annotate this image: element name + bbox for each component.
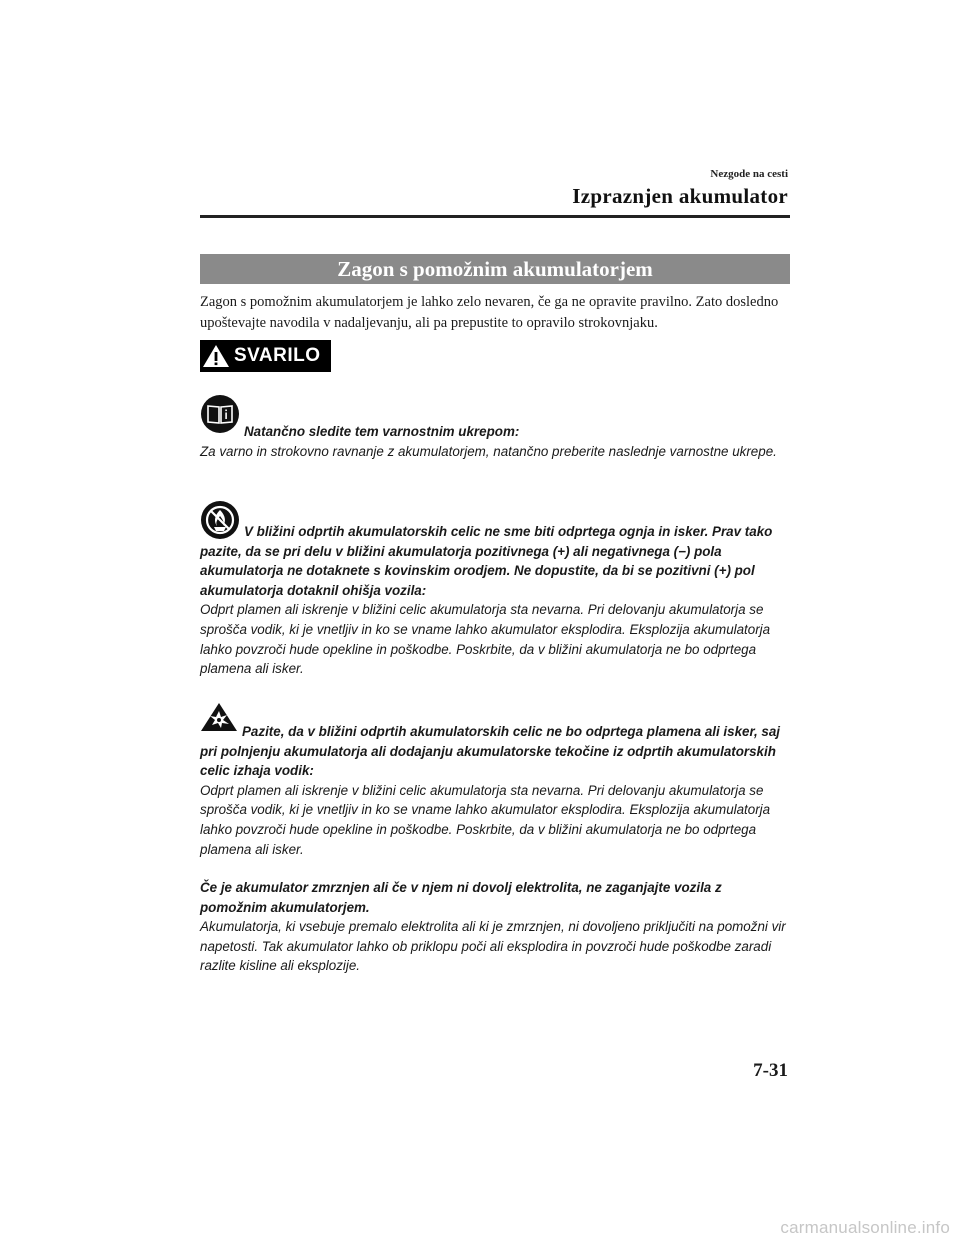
item-lead: Če je akumulator zmrznjen ali če v njem ni dovolj elektrolita, ne zaganjajte vozila z pomožnim akumulatorjem. <box>200 880 722 915</box>
item-lead: V bližini odprtih akumulatorskih celic ne sme biti odprtega ognja in isker. Prav tako pazite, da se pri delu v bližini akumulatorja pozitivnega (+) ali negativnega (−) pola akumulatorja ne dotaknete s kovinskim orodjem. Ne dopustite, da bi se pozitivni (+) pol akumulatorja dotaknil ohišja vozila: <box>200 524 773 598</box>
item-body: Odprt plamen ali iskrenje v bližini celic akumulatorja sta nevarna. Pri delovanju akumulatorja se sprošča vodik, ki je vnetljiv in ko se vname lahko akumulator eksplodira. Eksplozija akumulatorja lahko povzroči hude opekline in poškodbe. Poskrbite, da v bližini akumulatorja ne bo odprtega plamena ali isker. <box>200 782 771 857</box>
header-divider <box>200 215 790 218</box>
item-lead: Natančno sledite tem varnostnim ukrepom: <box>244 424 520 439</box>
safety-item-manual <box>200 392 792 461</box>
manual-book-icon <box>200 394 240 434</box>
chapter-label: Nezgode na cesti <box>710 168 788 180</box>
warning-badge <box>200 340 331 372</box>
item-body: Za varno in strokovno ravnanje z akumulatorjem, natančno preberite naslednje varnostne ukrepe. <box>200 443 777 459</box>
safety-item-no-flame <box>200 500 792 679</box>
safety-item-frozen-battery <box>200 878 792 976</box>
item-lead: Pazite, da v bližini odprtih akumulatorskih celic ne bo odprtega plamena ali isker, saj pri polnjenju akumulatorja ali dodajanju akumulatorske tekočine iz odprtih akumulatorskih celic izhaja vodik: <box>200 724 781 779</box>
no-open-flame-icon <box>200 500 240 540</box>
explosion-hazard-icon <box>200 702 238 732</box>
warning-label: SVARILO <box>234 345 321 366</box>
item-body: Odprt plamen ali iskrenje v bližini celic akumulatorja sta nevarna. Pri delovanju akumulatorja se sprošča vodik, ki je vnetljiv in ko se vname lahko akumulator eksplodira. Eksplozija akumulatorja lahko povzroči hude opekline in poškodbe. Poskrbite, da v bližini akumulatorja ne bo odprtega plamena ali isker. <box>200 602 771 677</box>
item-body: Akumulatorja, ki vsebuje premalo elektrolita ali ki je zmrznjen, ni dovoljeno priključiti na pomožni vir napetosti. Tak akumulator lahko ob priklopu poči ali eksplodira in povzroči hude poškodbe zaradi razlite kisline ali eksplozije. <box>200 919 786 974</box>
page-title: Izpraznjen akumulator <box>572 184 788 208</box>
watermark: carmanualsonline.info <box>780 1218 950 1237</box>
safety-item-explosion <box>200 702 792 859</box>
page-number: 7-31 <box>753 1060 788 1081</box>
warning-triangle-icon <box>202 343 230 369</box>
section-intro: Zagon s pomožnim akumulatorjem je lahko zelo nevaren, če ga ne opravite pravilno. Zato dosledno upoštevajte navodila v nadaljevanju, ali pa prepustite to opravilo strokovnjaku. <box>200 294 779 331</box>
section-heading: Zagon s pomožnim akumulatorjem <box>200 254 790 284</box>
